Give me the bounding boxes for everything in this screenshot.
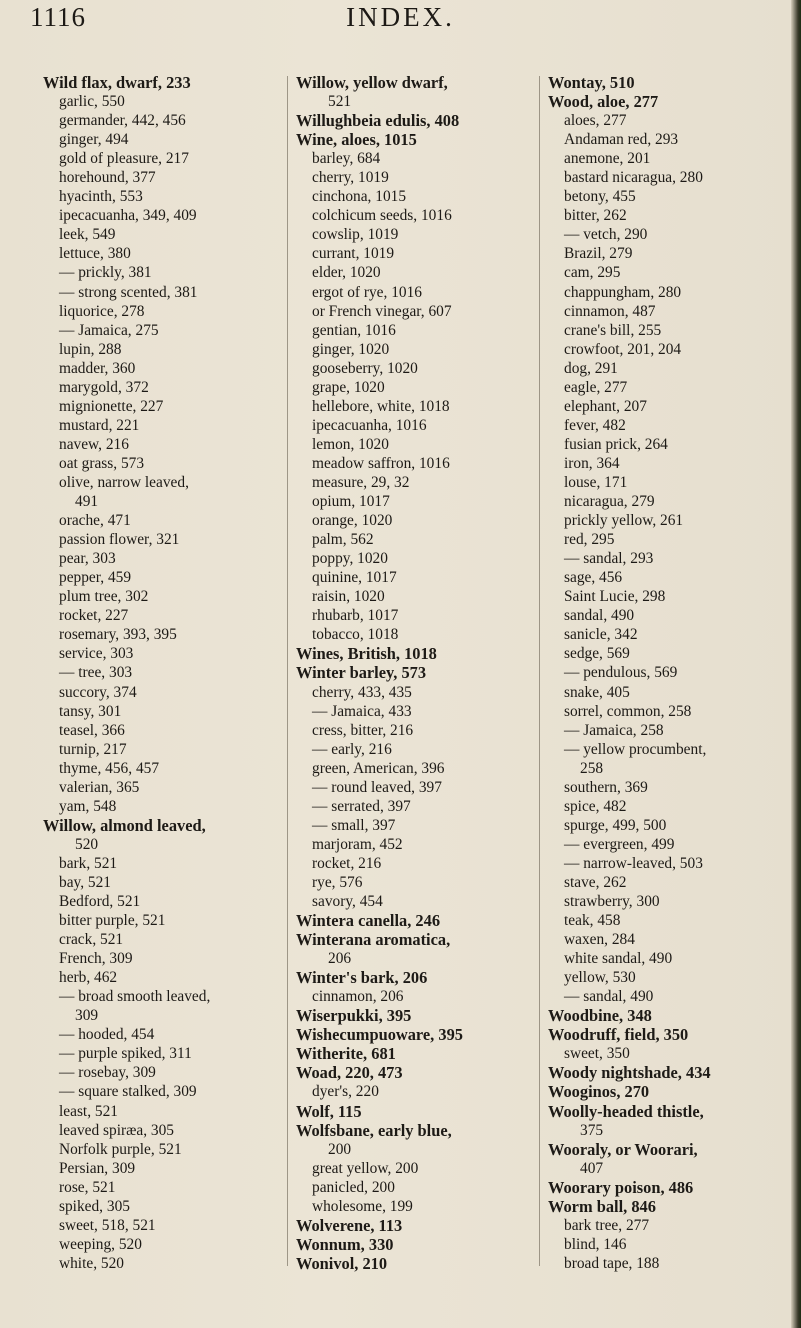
- index-entry: teasel, 366: [59, 721, 125, 739]
- index-entry: 407: [580, 1159, 604, 1177]
- index-entry: snake, 405: [564, 683, 630, 701]
- index-entry: marjoram, 452: [312, 835, 403, 853]
- index-entry: sedge, 569: [564, 645, 630, 663]
- index-entry: rye, 576: [312, 873, 363, 891]
- index-entry: — sandal, 293: [564, 550, 654, 568]
- index-entry: 309: [75, 1007, 99, 1025]
- index-entry: cam, 295: [564, 264, 621, 282]
- index-entry: iron, 364: [564, 454, 620, 472]
- index-entry: spice, 482: [564, 797, 627, 815]
- index-entry: Brazil, 279: [564, 245, 633, 263]
- index-entry: — broad smooth leaved,: [59, 988, 211, 1006]
- index-entry: — yellow procumbent,: [564, 740, 707, 758]
- index-entry: sweet, 518, 521: [59, 1216, 156, 1234]
- index-entry: green, American, 396: [312, 759, 445, 777]
- index-entry: bitter purple, 521: [59, 912, 166, 930]
- index-entry: rocket, 216: [312, 854, 382, 872]
- index-entry: cherry, 433, 435: [312, 683, 412, 701]
- index-entry: — hooded, 454: [59, 1026, 155, 1044]
- index-entry: rosemary, 393, 395: [59, 626, 177, 644]
- index-entry: sweet, 350: [564, 1045, 630, 1063]
- index-entry: strawberry, 300: [564, 893, 660, 911]
- index-entry: — Jamaica, 275: [59, 321, 159, 339]
- index-entry: savory, 454: [312, 893, 383, 911]
- index-entry: garlic, 550: [59, 93, 125, 111]
- index-entry: nicaragua, 279: [564, 493, 655, 511]
- index-heading-entry: Worm ball, 846: [548, 1196, 656, 1216]
- index-entry: — sandal, 490: [564, 988, 654, 1006]
- index-heading-entry: Wines, British, 1018: [296, 644, 437, 664]
- index-entry: bark tree, 277: [564, 1216, 650, 1234]
- index-entry: red, 295: [564, 531, 615, 549]
- index-entry: herb, 462: [59, 969, 118, 987]
- index-column-3: [548, 73, 791, 1273]
- index-entry: gooseberry, 1020: [312, 359, 418, 377]
- index-entry: teak, 458: [564, 912, 621, 930]
- index-entry: ipecacuanha, 349, 409: [59, 207, 197, 225]
- index-heading-entry: Willow, yellow dwarf,: [296, 73, 448, 92]
- index-entry: 258: [580, 759, 604, 777]
- index-entry: yellow, 530: [564, 969, 636, 987]
- index-entry: mignionette, 227: [59, 397, 164, 415]
- index-heading-entry: Wooginos, 270: [548, 1082, 650, 1102]
- index-column-1: [43, 73, 271, 1273]
- index-entry: lupin, 288: [59, 340, 122, 358]
- index-entry: Persian, 309: [59, 1159, 136, 1177]
- index-entry: anemone, 201: [564, 150, 651, 168]
- index-entry: orange, 1020: [312, 512, 393, 530]
- index-entry: currant, 1019: [312, 245, 395, 263]
- index-entry: eagle, 277: [564, 378, 628, 396]
- index-entry: aloes, 277: [564, 112, 627, 130]
- index-entry: gentian, 1016: [312, 321, 396, 339]
- index-entry: germander, 442, 456: [59, 112, 186, 130]
- index-entry: madder, 360: [59, 359, 136, 377]
- index-entry: ginger, 494: [59, 131, 129, 149]
- index-entry: — strong scented, 381: [59, 283, 198, 301]
- page-title: INDEX.: [346, 2, 455, 32]
- index-entry: yam, 548: [59, 797, 117, 815]
- index-heading-entry: Wine, aloes, 1015: [296, 130, 417, 150]
- index-entry: broad tape, 188: [564, 1254, 660, 1272]
- index-entry: — round leaved, 397: [312, 778, 442, 796]
- index-entry: — prickly, 381: [59, 264, 152, 282]
- index-entry: dyer's, 220: [312, 1083, 379, 1101]
- index-entry: pepper, 459: [59, 569, 132, 587]
- index-entry: — square stalked, 309: [59, 1083, 197, 1101]
- index-entry: 206: [328, 950, 352, 968]
- index-heading-entry: Wooraly, or Woorari,: [548, 1139, 698, 1159]
- index-heading-entry: Wishecumpuoware, 395: [296, 1025, 463, 1045]
- index-entry: crowfoot, 201, 204: [564, 340, 682, 358]
- index-heading-entry: Woodbine, 348: [548, 1006, 652, 1026]
- index-entry: bitter, 262: [564, 207, 627, 225]
- index-entry: fusian prick, 264: [564, 435, 668, 453]
- index-entry: prickly yellow, 261: [564, 512, 684, 530]
- index-entry: cherry, 1019: [312, 169, 389, 187]
- index-entry: tobacco, 1018: [312, 626, 399, 644]
- index-entry: — rosebay, 309: [59, 1064, 156, 1082]
- index-entry: Andaman red, 293: [564, 131, 679, 149]
- index-entry: raisin, 1020: [312, 588, 385, 606]
- index-entry: — evergreen, 499: [564, 835, 675, 853]
- index-heading-entry: Wolfsbane, early blue,: [296, 1120, 452, 1140]
- index-entry: thyme, 456, 457: [59, 759, 160, 777]
- index-heading-entry: Wild flax, dwarf, 233: [43, 73, 191, 92]
- index-entry: poppy, 1020: [312, 550, 388, 568]
- index-entry: barley, 684: [312, 150, 381, 168]
- index-entry: marygold, 372: [59, 378, 149, 396]
- index-entry: Bedford, 521: [59, 893, 141, 911]
- index-entry: — purple spiked, 311: [59, 1045, 192, 1063]
- index-entry: bark, 521: [59, 854, 118, 872]
- index-entry: olive, narrow leaved,: [59, 473, 189, 491]
- index-heading-entry: Woodruff, field, 350: [548, 1025, 689, 1045]
- index-entry: spurge, 499, 500: [564, 816, 667, 834]
- index-entry: elder, 1020: [312, 264, 381, 282]
- index-entry: lemon, 1020: [312, 435, 389, 453]
- index-entry: palm, 562: [312, 531, 374, 549]
- index-entry: gold of pleasure, 217: [59, 150, 189, 168]
- index-entry: grape, 1020: [312, 378, 385, 396]
- index-entry: cowslip, 1019: [312, 226, 399, 244]
- index-entry: tansy, 301: [59, 702, 122, 720]
- index-entry: least, 521: [59, 1102, 118, 1120]
- index-heading-entry: Witherite, 681: [296, 1044, 396, 1064]
- index-entry: mustard, 221: [59, 416, 140, 434]
- index-heading-entry: Willow, almond leaved,: [43, 815, 206, 835]
- index-entry: — early, 216: [312, 740, 392, 758]
- index-entry: crack, 521: [59, 931, 124, 949]
- column-divider: [287, 76, 288, 1266]
- index-entry: leaved spiræa, 305: [59, 1121, 174, 1139]
- index-heading-entry: Wonnum, 330: [296, 1234, 394, 1254]
- index-entry: betony, 455: [564, 188, 636, 206]
- index-heading-entry: Winterana aromatica,: [296, 930, 451, 950]
- index-entry: service, 303: [59, 645, 134, 663]
- page-edge: [791, 0, 801, 1328]
- index-entry: chappungham, 280: [564, 283, 682, 301]
- index-entry: sanicle, 342: [564, 626, 638, 644]
- index-entry: 521: [328, 93, 352, 111]
- column-divider: [539, 76, 540, 1266]
- index-heading-entry: Woolly-headed thistle,: [548, 1101, 704, 1121]
- index-entry: white, 520: [59, 1254, 124, 1272]
- index-entry: orache, 471: [59, 512, 131, 530]
- index-entry: white sandal, 490: [564, 950, 673, 968]
- index-entry: succory, 374: [59, 683, 137, 701]
- index-entry: sorrel, common, 258: [564, 702, 692, 720]
- index-entry: colchicum seeds, 1016: [312, 207, 452, 225]
- index-entry: bay, 521: [59, 873, 112, 891]
- index-heading-entry: Wonivol, 210: [296, 1253, 388, 1273]
- index-entry: rhubarb, 1017: [312, 607, 399, 625]
- index-entry: panicled, 200: [312, 1178, 395, 1196]
- index-entry: French, 309: [59, 950, 133, 968]
- index-heading-entry: Wolf, 115: [296, 1101, 362, 1121]
- index-entry: — Jamaica, 433: [312, 702, 412, 720]
- index-entry: hellebore, white, 1018: [312, 397, 450, 415]
- index-entry: Saint Lucie, 298: [564, 588, 666, 606]
- page-number: 1116: [30, 2, 86, 32]
- index-entry: cinchona, 1015: [312, 188, 407, 206]
- index-entry: ipecacuanha, 1016: [312, 416, 427, 434]
- index-entry: passion flower, 321: [59, 531, 180, 549]
- index-entry: — small, 397: [312, 816, 396, 834]
- index-heading-entry: Wiserpukki, 395: [296, 1006, 412, 1026]
- index-entry: fever, 482: [564, 416, 626, 434]
- index-entry: leek, 549: [59, 226, 116, 244]
- index-entry: horehound, 377: [59, 169, 156, 187]
- index-entry: southern, 369: [564, 778, 648, 796]
- index-entry: turnip, 217: [59, 740, 127, 758]
- index-entry: oat grass, 573: [59, 454, 145, 472]
- index-entry: dog, 291: [564, 359, 618, 377]
- index-entry: waxen, 284: [564, 931, 635, 949]
- index-heading-entry: Winter's bark, 206: [296, 968, 428, 988]
- index-heading-entry: Woorary poison, 486: [548, 1177, 694, 1197]
- index-heading-entry: Winter barley, 573: [296, 663, 427, 683]
- index-entry: quinine, 1017: [312, 569, 397, 587]
- index-entry: louse, 171: [564, 473, 628, 491]
- index-entry: — Jamaica, 258: [564, 721, 664, 739]
- index-entry: liquorice, 278: [59, 302, 145, 320]
- index-entry: opium, 1017: [312, 493, 390, 511]
- index-entry: navew, 216: [59, 435, 129, 453]
- index-entry: or French vinegar, 607: [312, 302, 452, 320]
- index-entry: cinnamon, 206: [312, 988, 404, 1006]
- index-entry: — pendulous, 569: [564, 664, 678, 682]
- index-entry: lettuce, 380: [59, 245, 131, 263]
- index-entry: rocket, 227: [59, 607, 129, 625]
- index-entry: plum tree, 302: [59, 588, 149, 606]
- index-heading-entry: Wolverene, 113: [296, 1215, 403, 1235]
- index-entry: measure, 29, 32: [312, 473, 410, 491]
- index-entry: pear, 303: [59, 550, 116, 568]
- index-entry: 520: [75, 835, 99, 853]
- index-entry: elephant, 207: [564, 397, 647, 415]
- index-entry: — serrated, 397: [312, 797, 411, 815]
- index-entry: blind, 146: [564, 1235, 627, 1253]
- index-entry: great yellow, 200: [312, 1159, 419, 1177]
- index-heading-entry: Woad, 220, 473: [296, 1063, 403, 1083]
- index-entry: — vetch, 290: [564, 226, 648, 244]
- index-entry: ergot of rye, 1016: [312, 283, 422, 301]
- index-entry: sage, 456: [564, 569, 623, 587]
- index-entry: weeping, 520: [59, 1235, 142, 1253]
- index-entry: 375: [580, 1121, 604, 1139]
- index-heading-entry: Willughbeia edulis, 408: [296, 111, 460, 131]
- index-heading-entry: Wontay, 510: [548, 73, 635, 92]
- index-entry: — tree, 303: [59, 664, 133, 682]
- index-entry: rose, 521: [59, 1178, 116, 1196]
- index-entry: 491: [75, 493, 99, 511]
- index-heading-entry: Wood, aloe, 277: [548, 92, 659, 112]
- index-entry: spiked, 305: [59, 1197, 130, 1215]
- index-entry: crane's bill, 255: [564, 321, 662, 339]
- index-entry: cinnamon, 487: [564, 302, 656, 320]
- index-entry: Norfolk purple, 521: [59, 1140, 182, 1158]
- index-entry: cress, bitter, 216: [312, 721, 414, 739]
- index-entry: — narrow-leaved, 503: [564, 854, 703, 872]
- index-entry: ginger, 1020: [312, 340, 390, 358]
- index-entry: sandal, 490: [564, 607, 635, 625]
- index-entry: valerian, 365: [59, 778, 140, 796]
- index-heading-entry: Wintera canella, 246: [296, 911, 441, 931]
- index-entry: wholesome, 199: [312, 1197, 413, 1215]
- index-heading-entry: Woody nightshade, 434: [548, 1063, 711, 1083]
- index-column-2: [296, 73, 526, 1273]
- index-entry: stave, 262: [564, 873, 627, 891]
- index-entry: bastard nicaragua, 280: [564, 169, 703, 187]
- index-entry: hyacinth, 553: [59, 188, 143, 206]
- index-entry: meadow saffron, 1016: [312, 454, 450, 472]
- index-entry: 200: [328, 1140, 352, 1158]
